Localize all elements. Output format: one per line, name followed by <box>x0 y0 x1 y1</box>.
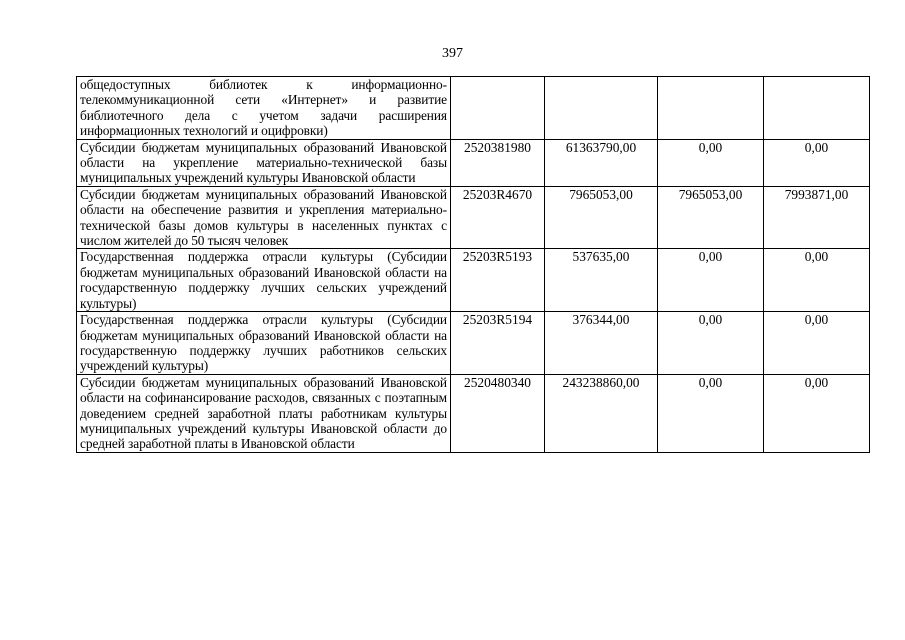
row-name-cell: Субсидии бюджетам муниципальных образований Ивановской области на обеспечение развития и укрепления материально-технической базы домов культуры в населенных пунктах с числом жителей до 50 тысяч человек <box>77 186 451 249</box>
row-value-2-cell: 0,00 <box>658 312 764 375</box>
row-name-cell: Субсидии бюджетам муниципальных образований Ивановской области на софинансирование расходов, связанных с поэтапным доведением средней заработной платы работникам культуры муниципальных учреждений культуры Ивановской области до средней заработной платы в Ивановской области <box>77 374 451 452</box>
row-value-1-cell <box>545 77 658 140</box>
row-value-3-cell: 7993871,00 <box>764 186 870 249</box>
table-row <box>77 77 870 140</box>
table-row <box>77 374 870 452</box>
table-row <box>77 186 870 249</box>
row-value-2-cell: 0,00 <box>658 249 764 312</box>
row-code-cell: 25203R5194 <box>451 312 545 375</box>
row-value-2-cell <box>658 77 764 140</box>
table-row <box>77 139 870 186</box>
row-code-cell: 25203R5193 <box>451 249 545 312</box>
page-number: 397 <box>442 46 463 61</box>
row-name-cell: Субсидии бюджетам муниципальных образований Ивановской области на укрепление материально-технической базы муниципальных учреждений культуры Ивановской области <box>77 139 451 186</box>
row-value-1-cell: 243238860,00 <box>545 374 658 452</box>
row-code-cell <box>451 77 545 140</box>
row-value-3-cell: 0,00 <box>764 249 870 312</box>
row-code-cell: 2520480340 <box>451 374 545 452</box>
table-row <box>77 249 870 312</box>
row-value-3-cell <box>764 77 870 140</box>
row-name-cell: общедоступных библиотек к информационно-телекоммуникационной сети «Интернет» и развитие библиотечного дела с учетом задачи расширения информационных технологий и оцифровки) <box>77 77 451 140</box>
row-value-1-cell: 376344,00 <box>545 312 658 375</box>
row-value-1-cell: 537635,00 <box>545 249 658 312</box>
row-value-1-cell: 61363790,00 <box>545 139 658 186</box>
row-value-3-cell: 0,00 <box>764 139 870 186</box>
table-row <box>77 312 870 375</box>
row-value-3-cell: 0,00 <box>764 374 870 452</box>
row-value-2-cell: 0,00 <box>658 374 764 452</box>
row-code-cell: 2520381980 <box>451 139 545 186</box>
row-code-cell: 25203R4670 <box>451 186 545 249</box>
row-value-1-cell: 7965053,00 <box>545 186 658 249</box>
row-name-cell: Государственная поддержка отрасли культуры (Субсидии бюджетам муниципальных образований Ивановской области на государственную поддержку лучших сельских учреждений культуры) <box>77 249 451 312</box>
row-name-cell: Государственная поддержка отрасли культуры (Субсидии бюджетам муниципальных образований Ивановской области на государственную поддержку лучших работников сельских учреждений культуры) <box>77 312 451 375</box>
row-value-3-cell: 0,00 <box>764 312 870 375</box>
row-value-2-cell: 7965053,00 <box>658 186 764 249</box>
budget-table <box>76 76 870 453</box>
row-value-2-cell: 0,00 <box>658 139 764 186</box>
